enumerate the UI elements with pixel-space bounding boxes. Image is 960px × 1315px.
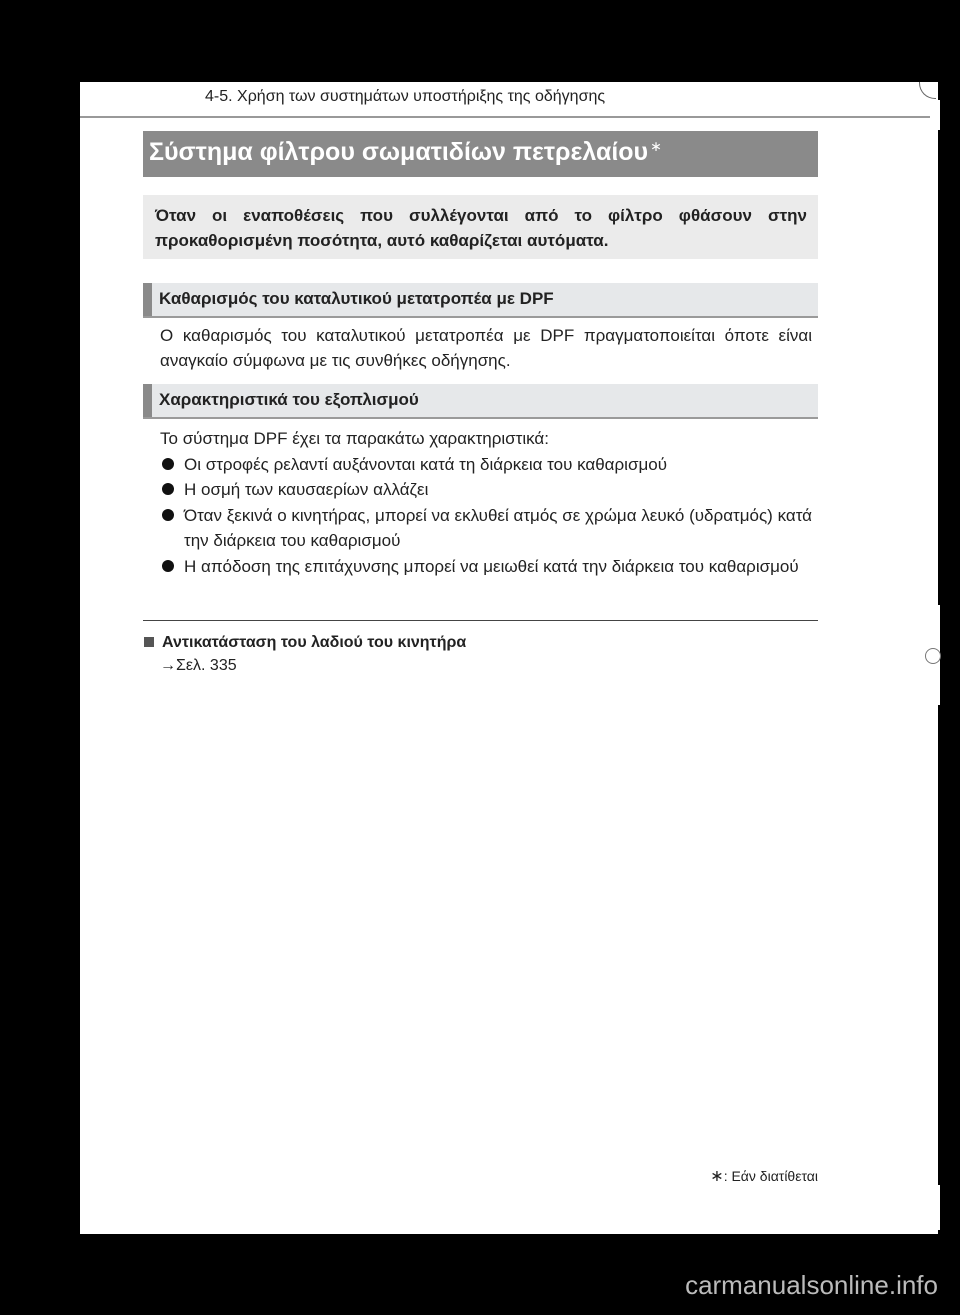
list-item-text: Η απόδοση της επιτάχυνσης μπορεί να μειωθεί κατά την διάρκεια του καθαρισμού — [184, 557, 799, 576]
running-head: 4-5. Χρήση των συστημάτων υποστήριξης της οδήγησης — [205, 88, 606, 105]
list-item-text: Η οσμή των καυσαερίων αλλάζει — [184, 480, 429, 499]
watermark: carmanualsonline.info — [685, 1270, 938, 1300]
square-bullet-icon — [144, 637, 154, 647]
registration-mark-icon — [925, 648, 941, 664]
list-item-text: Οι στροφές ρελαντί αυξάνονται κατά τη διάρκεια του καθαρισμού — [184, 455, 667, 474]
section-heading-label: Καθαρισμός του καταλυτικού μετατροπέα με DPF — [159, 289, 554, 308]
bullet-dot-icon — [162, 458, 174, 470]
edge-line — [938, 1185, 940, 1230]
header-rule — [80, 116, 930, 118]
asterisk-icon: ∗ — [710, 1168, 724, 1185]
bullet-dot-icon — [162, 509, 174, 521]
section-heading-cleaning — [143, 283, 818, 318]
section2-intro: Το σύστημα DPF έχει τα παρακάτω χαρακτηριστικά: — [160, 429, 549, 448]
section-heading-features — [143, 384, 818, 419]
page-title-text: Σύστημα φίλτρου σωματιδίων πετρελαίου — [149, 138, 649, 166]
bullet-dot-icon — [162, 560, 174, 572]
title-asterisk-icon: ∗ — [650, 138, 662, 154]
title-bar — [143, 131, 818, 177]
note-heading-text: Αντικατάσταση του λαδιού του κινητήρα — [162, 634, 467, 651]
section-heading-label: Χαρακτηριστικά του εξοπλισμού — [159, 390, 419, 409]
footnote-text: : Εάν διατίθεται — [723, 1168, 818, 1184]
intro-text: Όταν οι εναποθέσεις που συλλέγονται από το φίλτρο φθάσουν στην προκαθορισμένη ποσότητα, αυτό καθαρίζεται αυτόματα. — [155, 206, 807, 250]
section-bar — [143, 384, 152, 417]
footnote — [710, 1166, 818, 1186]
edge-line — [938, 100, 940, 130]
crop-mark-top-right — [919, 82, 936, 99]
page-reference-link[interactable]: →Σελ. 335 — [160, 657, 237, 674]
section-divider — [143, 620, 818, 621]
section-bar — [143, 283, 152, 316]
intro-box — [143, 195, 818, 259]
section1-body: Ο καθαρισμός του καταλυτικού μετατροπέα με DPF πραγματοποιείται όποτε είναι αναγκαίο σύμφωνα με τις συνθήκες οδήγησης. — [160, 326, 812, 370]
note-heading — [144, 634, 466, 652]
bullet-dot-icon — [162, 483, 174, 495]
page-title — [149, 138, 662, 167]
list-item-text: Όταν ξεκινά ο κινητήρας, μπορεί να εκλυθεί ατμός σε χρώμα λευκό (υδρατμός) κατά την διάρκεια του καθαρισμού — [184, 506, 812, 550]
manual-page — [80, 82, 938, 1234]
